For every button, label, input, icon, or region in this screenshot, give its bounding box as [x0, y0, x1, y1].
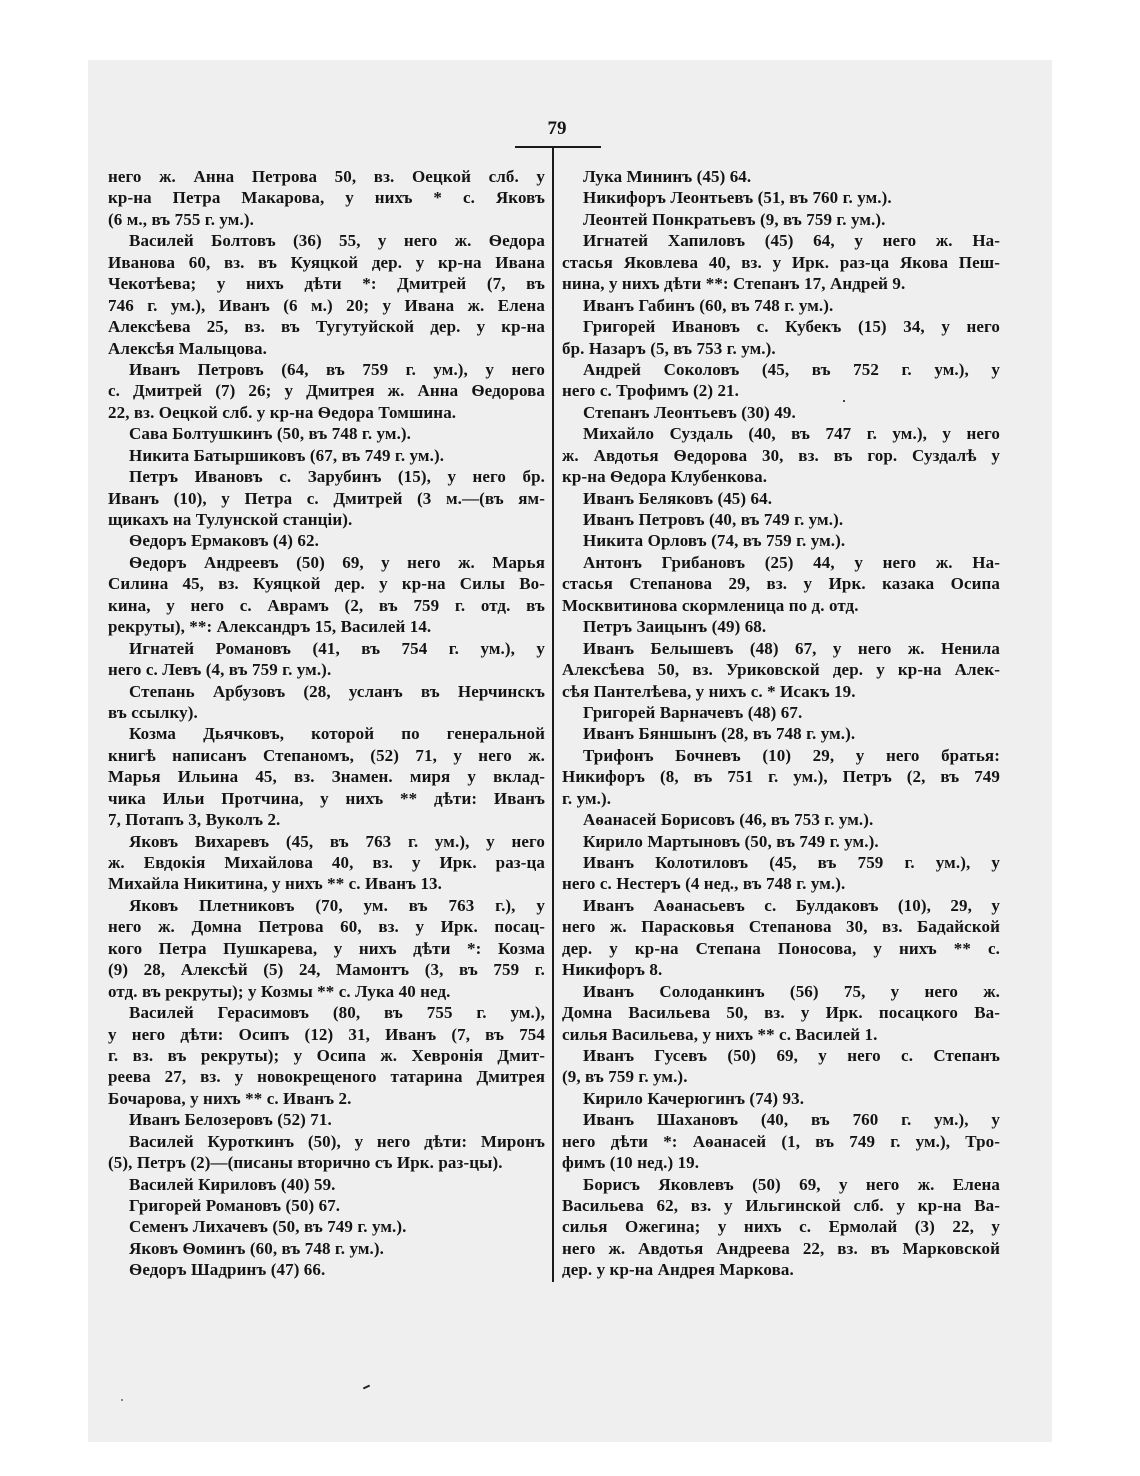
entry-paragraph: [562, 166, 1000, 187]
text-line: Иванъ Петровъ (40, въ 749 г. ум.).: [583, 510, 844, 529]
text-line: Алексѣева 25, вз. въ Тугутуйской дер. у кр-на: [108, 317, 545, 337]
entry-paragraph: [562, 316, 1000, 359]
entry-paragraph: [108, 1259, 545, 1280]
entry-paragraph: [562, 423, 1000, 487]
entry-paragraph: [108, 1131, 545, 1174]
entry-paragraph: [108, 723, 545, 830]
entry-paragraph: [562, 402, 1000, 423]
page-number: 79: [547, 118, 567, 139]
text-line: книгѣ написанъ Степаномъ, (52) 71, у него ж.: [108, 745, 545, 765]
text-line: Иванъ Белозеровъ (52) 71.: [129, 1110, 332, 1130]
text-line: фимъ (10 нед.) 19.: [562, 1153, 700, 1173]
text-line: 7, Потапъ 3, Вуколъ 2.: [108, 810, 281, 830]
entry-paragraph: [562, 702, 1000, 723]
text-line: Иванова 60, вз. въ Куяцкой дер. у кр-на Ивана: [108, 252, 545, 272]
entry-paragraph: [108, 423, 545, 444]
text-line: Бочарова, у нихъ ** с. Иванъ 2.: [108, 1088, 352, 1108]
text-line: него с. Трофимъ (2) 21.: [562, 381, 739, 401]
entry-paragraph: [108, 895, 545, 1002]
entry-paragraph: [562, 530, 1000, 551]
text-line: (9) 28, Алексѣй (5) 24, Мамонтъ (3, въ 759 г.: [108, 960, 545, 980]
text-line: (5), Петръ (2)—(писаны вторично съ Ирк. раз-цы).: [108, 1153, 503, 1173]
text-line: Игнатей Романовъ (41, въ 754 г. ум.), у: [129, 638, 545, 658]
scan-speck: [843, 400, 845, 402]
text-line: 746 г. ум.), Иванъ (6 м.) 20; у Ивана ж. Елена: [108, 295, 545, 315]
text-line: Домна Васильева 50, вз. у Ирк. посацкого Ва-: [562, 1003, 1000, 1023]
text-line: Игнатей Хапиловъ (45) 64, у него ж. На-: [583, 231, 1000, 251]
text-line: Леонтей Понкратьевъ (9, въ 759 г. ум.).: [583, 209, 886, 229]
text-line: него ж. Анна Петрова 50, вз. Оецкой слб. у: [108, 167, 545, 186]
text-line: Алексѣя Малыцова.: [108, 338, 267, 358]
text-line: него ж. Парасковья Степанова 30, вз. Бадайской: [562, 917, 1000, 937]
text-line: Василей Болтовъ (36) 55, у него ж. Ѳедора: [129, 231, 545, 251]
entry-paragraph: [108, 1174, 545, 1195]
page-number-rule: [515, 146, 601, 148]
text-line: рекруты), **: Александръ 15, Василей 14.: [108, 617, 432, 637]
text-line: Иванъ Шахановъ (40, въ 760 г. ум.), у: [583, 1110, 1000, 1130]
text-line: 22, вз. Оецкой слб. у кр-на Ѳедора Томшина.: [108, 402, 457, 422]
text-line: Ѳедоръ Андреевъ (50) 69, у него ж. Марья: [129, 552, 545, 572]
text-line: кина, у него с. Аврамъ (2, въ 759 г. отд. въ: [108, 595, 545, 615]
entry-paragraph: [108, 1109, 545, 1130]
entry-paragraph: [562, 745, 1000, 809]
text-line: Иванъ Гусевъ (50) 69, у него с. Степанъ: [583, 1045, 1000, 1065]
text-line: Петръ Заицынъ (49) 68.: [583, 617, 767, 637]
text-line: Никифоръ (8, въ 751 г. ум.), Петръ (2, въ 749: [562, 767, 1000, 787]
entry-paragraph: [108, 530, 545, 551]
text-line: дер. у кр-на Андрея Маркова.: [562, 1260, 794, 1280]
entry-paragraph: [108, 466, 545, 530]
text-line: Иванъ Белышевъ (48) 67, у него ж. Ненила: [583, 638, 1000, 658]
text-line: чика Ильи Протчина, у нихъ ** дѣти: Иванъ: [108, 788, 545, 808]
text-line: Василей Куроткинъ (50), у него дѣти: Миронъ: [129, 1131, 545, 1151]
text-line: него дѣти *: Аѳанасей (1, въ 749 г. ум.), Тро-: [562, 1131, 1000, 1151]
entry-paragraph: [562, 895, 1000, 981]
text-line: Чекотѣева; у нихъ дѣти *: Дмитрей (7, въ: [108, 274, 545, 294]
text-line: Яковъ Плетниковъ (70, ум. въ 763 г.), у: [129, 895, 545, 915]
text-line: у него дѣти: Осипъ (12) 31, Иванъ (7, въ 754: [108, 1024, 545, 1044]
entry-paragraph: [562, 1109, 1000, 1173]
entry-paragraph: [562, 295, 1000, 316]
text-line: Антонъ Грибановъ (25) 44, у него ж. На-: [583, 552, 1000, 572]
text-line: Ѳедоръ Шадринъ (47) 66.: [129, 1260, 326, 1280]
text-line: Трифонъ Бочневъ (10) 29, у него братья:: [583, 745, 1000, 765]
entry-paragraph: [108, 638, 545, 681]
text-line: Иванъ Габинъ (60, въ 748 г. ум.).: [583, 295, 834, 315]
text-line: сѣя Пантелѣева, у нихъ с. * Исакъ 19.: [562, 681, 856, 701]
text-line: Козма Дьячковъ, которой по генеральной: [129, 724, 545, 744]
entry-paragraph: [108, 359, 545, 423]
entry-paragraph: [562, 1045, 1000, 1088]
text-line: отд. въ рекруты); у Козмы ** с. Лука 40 нед.: [108, 981, 451, 1001]
text-line: Иванъ Колотиловъ (45, въ 759 г. ум.), у: [583, 853, 1000, 872]
text-line: Василей Кириловъ (40) 59.: [129, 1174, 336, 1194]
text-line: Васильева 62, вз. у Ильгинской слб. у кр-на Ва-: [562, 1196, 1000, 1215]
text-line: Яковъ Ѳоминъ (60, въ 748 г. ум.).: [129, 1238, 385, 1258]
text-line: Аѳанасей Борисовъ (46, въ 753 г. ум.).: [583, 810, 874, 830]
text-line: стасья Степанова 29, вз. у Ирк. казака Осипа: [562, 574, 1000, 594]
text-line: Иванъ Аѳанасьевъ с. Булдаковъ (10), 29, у: [583, 895, 1000, 915]
entry-paragraph: [562, 1174, 1000, 1281]
text-line: Иванъ Солоданкинъ (56) 75, у него ж.: [583, 981, 1000, 1001]
text-line: силья Васильева, у нихъ ** с. Василей 1.: [562, 1024, 878, 1044]
entry-paragraph: [562, 723, 1000, 744]
entry-paragraph: [108, 681, 545, 724]
text-line: кр-на Петра Макарова, у нихъ * с. Яковъ: [108, 188, 545, 208]
entry-paragraph: [562, 187, 1000, 208]
text-line: ж. Авдотья Ѳедорова 30, вз. въ гор. Суздалѣ у: [562, 445, 1000, 465]
entry-paragraph: [562, 1088, 1000, 1109]
text-line: Михайло Суздаль (40, въ 747 г. ум.), у него: [583, 424, 1000, 444]
text-line: кого Петра Пушкарева, у нихъ дѣти *: Козма: [108, 938, 545, 958]
text-line: Семенъ Лихачевъ (50, въ 749 г. ум.).: [129, 1217, 407, 1237]
text-line: Степанъ Леонтьевъ (30) 49.: [583, 402, 796, 422]
text-line: Лука Мининъ (45) 64.: [583, 167, 752, 186]
text-line: Иванъ Бяншынъ (28, въ 748 г. ум.).: [583, 724, 856, 744]
text-line: силья Ожегина; у нихъ с. Ермолай (3) 22, у: [562, 1217, 1000, 1237]
entry-paragraph: [562, 488, 1000, 509]
text-line: него с. Левъ (4, въ 759 г. ум.).: [108, 660, 332, 680]
text-line: стасья Яковлева 40, вз. у Ирк. раз-ца Якова Пеш-: [562, 252, 1000, 272]
text-line: дер. у кр-на Степана Поносова, у нихъ ** с.: [562, 938, 1000, 958]
text-line: ж. Евдокія Михайлова 40, вз. у Ирк. раз-ца: [108, 853, 545, 872]
entry-paragraph: [108, 1002, 545, 1109]
column-divider: [552, 148, 554, 1282]
entry-paragraph: [562, 981, 1000, 1045]
scan-speck: [121, 1399, 123, 1401]
entry-paragraph: [108, 445, 545, 466]
text-line: него с. Нестеръ (4 нед., въ 748 г. ум.).: [562, 874, 846, 894]
text-line: Петръ Ивановъ с. Зарубинъ (15), у него бр.: [129, 467, 545, 487]
entry-paragraph: [562, 552, 1000, 616]
text-line: г. вз. въ рекруты); у Осипа ж. Хевронія Дмит-: [108, 1045, 545, 1065]
text-line: с. Дмитрей (7) 26; у Дмитрея ж. Анна Ѳедорова: [108, 381, 545, 401]
text-line: Андрей Соколовъ (45, въ 752 г. ум.), у: [583, 359, 1000, 379]
text-line: Василей Герасимовъ (80, въ 755 г. ум.),: [129, 1003, 545, 1023]
entry-paragraph: [562, 209, 1000, 230]
text-line: Ѳедоръ Ермаковъ (4) 62.: [129, 531, 319, 551]
text-line: Марья Ильина 45, вз. Знамен. миря у вклад-: [108, 767, 545, 787]
text-line: Григорей Варначевъ (48) 67.: [583, 702, 803, 722]
text-line: (9, въ 759 г. ум.).: [562, 1067, 688, 1087]
entry-paragraph: [562, 852, 1000, 895]
entry-paragraph: [108, 230, 545, 359]
text-line: нина, у нихъ дѣти **: Степанъ 17, Андрей 9.: [562, 274, 906, 294]
text-line: г. ум.).: [562, 788, 612, 808]
right-column: [562, 166, 1000, 1281]
text-line: него ж. Домна Петрова 60, вз. у Ирк. посац-: [108, 917, 545, 937]
entry-paragraph: [108, 1238, 545, 1259]
entry-paragraph: [562, 616, 1000, 637]
text-line: Никифоръ Леонтьевъ (51, въ 760 г. ум.).: [583, 188, 892, 208]
text-line: бр. Назаръ (5, въ 753 г. ум.).: [562, 338, 776, 358]
text-line: Иванъ Беляковъ (45) 64.: [583, 488, 773, 508]
text-line: Степань Арбузовъ (28, усланъ въ Нерчинскъ: [129, 681, 545, 701]
entry-paragraph: [562, 359, 1000, 402]
text-line: реева 27, вз. у новокрещеного татарина Дмитрея: [108, 1067, 545, 1087]
text-line: Алексѣева 50, вз. Уриковской дер. у кр-на Алек-: [562, 660, 1000, 680]
text-line: Никифоръ 8.: [562, 960, 663, 980]
entry-paragraph: [108, 831, 545, 895]
text-line: кр-на Ѳедора Клубенкова.: [562, 467, 768, 487]
text-line: Никита Батыршиковъ (67, въ 749 г. ум.).: [129, 445, 445, 465]
text-line: Кирило Мартыновъ (50, въ 749 г. ум.).: [583, 831, 879, 851]
text-line: Михайла Никитина, у нихъ ** с. Иванъ 13.: [108, 874, 443, 894]
text-line: Никита Орловъ (74, въ 759 г. ум.).: [583, 531, 846, 551]
left-column: [108, 166, 545, 1281]
entry-paragraph: [108, 1195, 545, 1216]
text-line: Кирило Качерюгинъ (74) 93.: [583, 1088, 805, 1108]
text-line: Москвитинова скормленица по д. отд.: [562, 595, 859, 615]
text-line: Силина 45, вз. Куяцкой дер. у кр-на Силы Во-: [108, 574, 545, 594]
text-line: (6 м., въ 755 г. ум.).: [108, 209, 254, 229]
entry-paragraph: [562, 509, 1000, 530]
text-line: Борисъ Яковлевъ (50) 69, у него ж. Елена: [583, 1174, 1000, 1194]
text-line: Яковъ Вихаревъ (45, въ 763 г. ум.), у него: [129, 831, 545, 851]
text-line: Иванъ (10), у Петра с. Дмитрей (3 м.—(въ ям-: [108, 488, 545, 508]
entry-paragraph: [562, 638, 1000, 702]
text-line: него ж. Авдотья Андреева 22, вз. въ Марковской: [562, 1238, 1000, 1258]
entry-paragraph: [562, 230, 1000, 294]
entry-paragraph: [108, 166, 545, 230]
text-line: Григорей Ивановъ с. Кубекъ (15) 34, у него: [583, 317, 1000, 337]
text-line: Иванъ Петровъ (64, въ 759 г. ум.), у него: [129, 359, 545, 379]
entry-paragraph: [108, 1216, 545, 1237]
text-line: Григорей Романовъ (50) 67.: [129, 1196, 341, 1215]
text-line: Сава Болтушкинъ (50, въ 748 г. ум.).: [129, 424, 412, 444]
entry-paragraph: [562, 809, 1000, 830]
text-line: въ ссылку).: [108, 702, 198, 722]
text-line: щикахъ на Тулунской станціи).: [108, 510, 353, 529]
entry-paragraph: [108, 552, 545, 638]
entry-paragraph: [562, 831, 1000, 852]
